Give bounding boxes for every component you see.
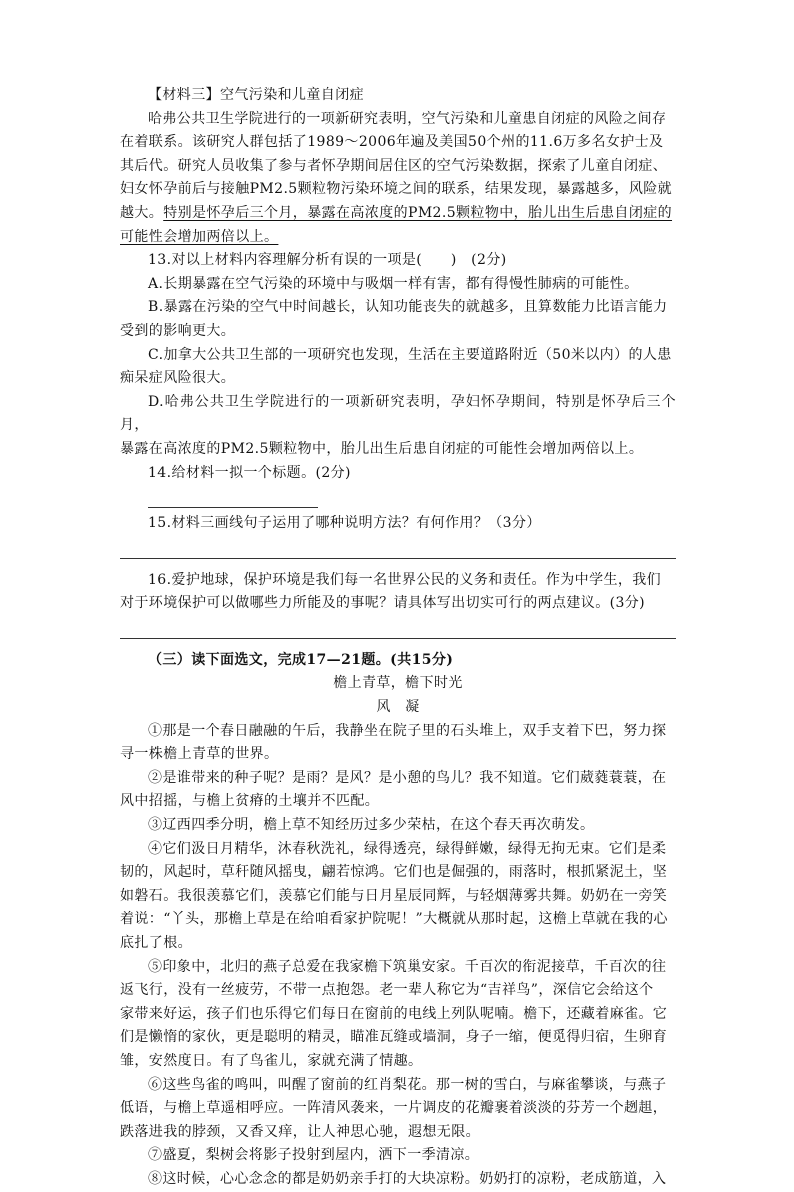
question-13-stem: 13.对以上材料内容理解分析有误的一项是( ) (2分)	[148, 252, 507, 269]
paragraph-3: ③辽西四季分明，檐上草不知经历过多少荣枯，在这个春天再次萌发。	[148, 817, 595, 834]
material3-line-with-underline	[120, 202, 676, 226]
underlined-sentence: 特别是怀孕后三个月，暴露在高浓度的PM2.5颗粒物中，胎儿出生后患自闭症的	[163, 204, 673, 221]
paragraph-7: ⑦盛夏，梨树会将影子投射到屋内，洒下一季清凉。	[148, 1147, 480, 1164]
paragraph-5: ⑤印象中，北归的燕子总爱在我家檐下筑巢安家。千百次的衔泥接草，千百次的往	[148, 958, 667, 975]
article-author: 风 凝	[376, 699, 420, 716]
exam-page	[120, 84, 676, 1192]
question-13-option-b: B.暴露在污染的空气中时间越长，认知功能丧失的就越多，且算数能力比语言能力	[148, 299, 668, 316]
paragraph-1: ①那是一个春日融融的午后，我静坐在院子里的石头堆上，双手支着下巴，努力探	[148, 722, 667, 739]
paragraph-5-cont: 雏，安然度日。有了鸟雀儿，家就充满了情趣。	[120, 1052, 423, 1069]
article-title: 檐上青草，檐下时光	[333, 675, 463, 692]
question-15-stem: 15.材料三画线句子运用了哪种说明方法？有何作用？（3分）	[148, 515, 541, 532]
paragraph-1-cont: 寻一株檐上青草的世界。	[120, 746, 279, 763]
paragraph-4-cont: 底扎了根。	[120, 935, 192, 951]
material3-line-plain: 越大。	[120, 204, 164, 221]
material3-line: 在着联系。该研究人群包括了1989～2006年遍及美国50个州的11.6万多名女护士及	[120, 134, 664, 151]
answer-line[interactable]	[148, 507, 318, 508]
paragraph-6-cont: 跌落进我的脖颈，又香又痒，让人神思心驰，遐想无限。	[120, 1123, 480, 1140]
answer-space	[120, 485, 676, 507]
paragraph-5-cont: 们是懒惰的家伙，更是聪明的精灵，瞄准瓦缝或墙洞，身子一缩，便觅得归宿，生卵育	[120, 1029, 668, 1046]
answer-space	[120, 536, 676, 558]
paragraph-4-cont: 韧的，风起时，草秆随风摇曳，翩若惊鸿。它们也是倔强的，雨落时，根抓紧泥土，坚	[120, 864, 668, 881]
paragraph-2: ②是谁带来的种子呢？是雨？是风？是小憩的鸟儿？我不知道。它们葳蕤蓑蓑，在	[148, 769, 667, 786]
answer-line[interactable]	[120, 638, 676, 639]
question-16-stem: 16.爱护地球，保护环境是我们每一名世界公民的义务和责任。作为中学生，我们	[148, 571, 662, 588]
question-13-option-c: C.加拿大公共卫生部的一项研究也发现，生活在主要道路附近（50米以内）的人患	[148, 346, 672, 363]
paragraph-2-cont: 风中招摇，与檐上贫瘠的土壤并不匹配。	[120, 793, 380, 810]
material3-line: 其后代。研究人员收集了参与者怀孕期间居住区的空气污染数据，探索了儿童自闭症、	[120, 157, 668, 174]
paragraph-4: ④它们汲日月精华，沐春秋洗礼，绿得透亮，绿得鲜嫩，绿得无拘无束。它们是柔	[148, 840, 667, 857]
section-3-heading: （三）读下面选文，完成17—21题。(共15分)	[148, 651, 454, 668]
underlined-sentence: 可能性会增加两倍以上。	[120, 228, 279, 245]
question-14-stem: 14.给材料一拟一个标题。(2分)	[148, 464, 351, 481]
question-13-option-d: D.哈弗公共卫生学院进行的一项新研究表明，孕妇怀孕期间，特别是怀孕后三个月，	[120, 393, 676, 434]
paragraph-5-cont: 家带来好运，孩子们也乐得它们每日在窗前的电线上列队呢喃。檐下，还藏着麻雀。它	[120, 1005, 668, 1022]
question-13-option-b-cont: 受到的影响更大。	[120, 322, 236, 339]
paragraph-6: ⑥这些鸟雀的鸣叫，叫醒了窗前的红肖梨花。那一树的雪白，与麻雀攀谈，与燕子	[148, 1076, 667, 1093]
question-13-option-d-cont: 暴露在高浓度的PM2.5颗粒物中，胎儿出生后患自闭症的可能性会增加两倍以上。	[120, 440, 644, 457]
paragraph-4-cont: 如磐石。我很羡慕它们，羡慕它们能与日月星辰同辉，与轻烟薄雾共舞。奶奶在一旁笑	[120, 887, 668, 904]
material3-line: 妇女怀孕前后与接触PM2.5颗粒物污染环境之间的联系，结果发现，暴露越多，风险就	[120, 181, 673, 198]
answer-space	[120, 616, 676, 638]
paragraph-6-cont: 低语，与檐上草遥相呼应。一阵清风袭来，一片调皮的花瓣裹着淡淡的芬芳一个趔趄，	[120, 1100, 668, 1117]
question-13-option-c-cont: 痴呆症风险很大。	[120, 370, 236, 387]
question-16-stem-cont: 对于环境保护可以做哪些力所能及的事呢？请具体写出切实可行的两点建议。(3分)	[120, 595, 646, 612]
paragraph-4-cont: 着说：“丫头，那檐上草是在给咱看家护院呢！”大概就从那时起，这檐上草就在我的心	[120, 911, 668, 928]
material3-line: 哈弗公共卫生学院进行的一项新研究表明，空气污染和儿童患自闭症的风险之间存	[148, 110, 667, 127]
material3-heading: 【材料三】空气污染和儿童自闭症	[148, 87, 364, 103]
paragraph-5-cont: 返飞行，没有一丝疲劳，不带一点抱怨。老一辈人称它为“吉祥鸟”，深信它会给这个	[120, 982, 654, 999]
answer-line[interactable]	[120, 558, 676, 559]
paragraph-8: ⑧这时候，心心念念的都是奶奶亲手打的大块凉粉。奶奶打的凉粉，老成筋道，入	[148, 1170, 667, 1187]
question-13-option-a: A.长期暴露在空气污染的环境中与吸烟一样有害，都有得慢性肺病的可能性。	[148, 275, 639, 292]
